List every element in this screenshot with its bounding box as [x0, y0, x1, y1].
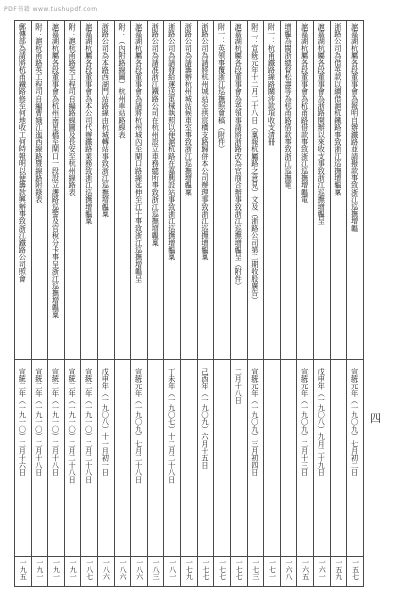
- entry-title-cell: [98, 21, 115, 360]
- entry-date-cell: [31, 359, 48, 556]
- entry-page-cell: [313, 556, 330, 586]
- entry-page-number: 一七三: [251, 558, 260, 580]
- entry-date: 宣統二年（一九一〇）二月二十八日: [68, 367, 78, 483]
- entry-page-number: 一六八: [285, 558, 294, 580]
- entry-page-cell: [264, 556, 281, 586]
- entry-page-cell: [230, 556, 247, 586]
- entry-title-cell: [347, 21, 364, 360]
- entry-date: 宣統元年（一九〇九）二月十三日: [300, 367, 310, 476]
- entry-title: 附：滬杭甬路英工程司自編曹娥江迤西線路暨線路附錄表: [34, 23, 44, 203]
- entry-title-cell: [313, 21, 330, 360]
- entry-date-cell: [48, 359, 65, 556]
- entry-date-cell: [164, 359, 181, 556]
- entry-date: 宣統二年（一九一〇）二月十八日: [51, 367, 61, 476]
- entry-page-number: 一九一: [52, 558, 61, 580]
- entry-title-cell: [230, 21, 247, 360]
- entry-title: 浙路公司為請准浙江鐵路公司在杭州設立車務總所事致浙江巡撫增韞稟: [151, 23, 161, 247]
- entry-page-number: 一九一: [69, 558, 78, 580]
- entry-date-cell: [147, 359, 164, 556]
- entry-page-cell: [347, 556, 364, 586]
- entry-page-number: 一六五: [301, 558, 310, 580]
- entry-page-cell: [15, 556, 32, 586]
- entry-title: 浙路公司為請籌辦杭州城站候車室事致浙江巡撫增韞稟: [184, 23, 194, 196]
- entry-title-cell: [181, 21, 198, 360]
- entry-date-cell: [330, 359, 347, 556]
- catalog-table: [14, 20, 364, 587]
- entry-page-number: 一八七: [85, 558, 94, 580]
- entry-page-number: 一八一: [168, 558, 177, 580]
- entry-page-cell: [181, 556, 198, 586]
- entry-page-cell: [98, 556, 115, 586]
- entry-title: 滬嘉湖杭屬各段董事會為浙路開辦以來收支事致浙江巡撫增韞呈: [317, 23, 327, 225]
- entry-title: 浙路公司為借英款以續借滬杭鐵路事致浙江巡撫增韞稟: [333, 23, 343, 196]
- entry-page-cell: [164, 556, 181, 586]
- entry-date: 宣統二年（一九一〇）二月十八日: [34, 367, 44, 476]
- entry-title: 滬嘉湖杭屬各段董事會為杭州南星橋至閘口一段設立護路巡警及官稅分卡事呈浙江巡撫增韞稟: [51, 23, 61, 319]
- entry-page-number: 一六一: [318, 558, 327, 580]
- entry-title-cell: [64, 21, 81, 360]
- entry-title-cell: [264, 21, 281, 360]
- entry-title-cell: [297, 21, 314, 360]
- entry-date-cell: [313, 359, 330, 556]
- entry-title: 滬嘉湖杭屬各段董事會為本公司代辦鐵路業務致浙江巡撫增韞稟: [84, 23, 94, 225]
- entry-title: 附：（內附路線圖）杭州車站路線表: [117, 23, 127, 139]
- entry-date-cell: [181, 359, 198, 556]
- entry-title-cell: [131, 21, 148, 360]
- entry-date: 宣統二年（一九一〇）二月十六日: [18, 367, 28, 476]
- watermark-text: PDF书籍 www.tushupdf.com: [4, 6, 98, 13]
- entry-date-cell: [280, 359, 297, 556]
- entry-title: 滬嘉湖杭屬各段董事會為報明自辦鐵路並請撥款事致浙江巡撫增韞: [350, 23, 360, 232]
- entry-page-number: 一八六: [135, 558, 144, 580]
- entry-page-number: 一九一: [35, 558, 44, 580]
- entry-date-cell: [98, 359, 115, 556]
- entry-title: 附二：宣統元年十二月二十八日（稟報杭屬路之意見）文及（浙路公司第二期收股廣告）: [250, 23, 260, 304]
- entry-page-number: 一七七: [202, 558, 210, 580]
- entry-date: 宣統元年（一九〇九）七月二十八日: [134, 367, 144, 483]
- entry-page-number: 一七一: [268, 558, 277, 580]
- entry-title: 浙路公司為本路西湖門站路線由杭城轉站事致浙江巡撫增韞稟: [101, 23, 111, 218]
- entry-title: 滬嘉湖杭屬各段董事會為請將杭州城內至閘口路線延伸至江干事致浙江巡撫增韞呈: [134, 23, 144, 283]
- entry-title-cell: [48, 21, 65, 360]
- entry-title-cell: [197, 21, 214, 360]
- entry-date-cell: [264, 359, 281, 556]
- entry-page-cell: [214, 556, 231, 586]
- entry-date: 戊申年（一九〇八）九月二十九日: [317, 367, 327, 476]
- entry-title-cell: [247, 21, 264, 360]
- entry-title: 附一：杭甬鐵路線路關涉款項收支清冊: [267, 23, 277, 146]
- entry-title-cell: [214, 21, 231, 360]
- entry-page-cell: [247, 556, 264, 586]
- entry-page-number: 一八三: [152, 558, 161, 580]
- entry-title: 滬嘉湖杭屬各段董事會為英領事請將浙路改為官商合辦事致浙江巡撫增韞呈（附件）: [234, 23, 244, 290]
- entry-date: 己酉年（一九〇九）六月十五日: [201, 367, 210, 469]
- entry-date-cell: [230, 359, 247, 556]
- entry-date-cell: [15, 359, 32, 556]
- entry-date-cell: [81, 359, 98, 556]
- entry-page-cell: [31, 556, 48, 586]
- entry-page-cell: [131, 556, 148, 586]
- entry-page-number: 一七七: [218, 558, 227, 580]
- entry-title-cell: [114, 21, 131, 360]
- entry-title: 附：滬杭甬路英工程司自編路線圖及長安至杭州線路表: [68, 23, 78, 196]
- entry-date-cell: [131, 359, 148, 556]
- entry-date: 二月十八日: [234, 367, 244, 404]
- entry-page-cell: [81, 556, 98, 586]
- entry-page-cell: [197, 556, 214, 586]
- entry-date: 宣統二年（一九一〇）二月二十八日: [84, 367, 94, 483]
- entry-title: 浙路公司為請發給運送軍械執照以便滬杭路在嘉興設站事致浙江巡撫增韞稟: [167, 23, 177, 261]
- page-row: [15, 556, 364, 586]
- entry-title-cell: [164, 21, 181, 360]
- entry-title-cell: [15, 21, 32, 360]
- entry-page-cell: [114, 556, 131, 586]
- entry-title: 浙路公司為請將杭州城站至拱宸橋支路歸併本公司辦理事致浙江巡撫增韞稟: [201, 23, 210, 261]
- entry-page-cell: [147, 556, 164, 586]
- entry-date-cell: [197, 359, 214, 556]
- entry-date-cell: [214, 359, 231, 556]
- entry-date-cell: [247, 359, 264, 556]
- entry-title-cell: [280, 21, 297, 360]
- entry-page-number: 一八六: [102, 558, 111, 580]
- entry-date: 戊申年（一九〇八）十一月初一日: [101, 367, 111, 476]
- entry-date-cell: [347, 359, 364, 556]
- entry-title: 增韞為閩浙總督松壽等為杭甬路借款事致浙江巡撫電: [284, 23, 294, 189]
- entry-page-number: 一五九: [334, 558, 343, 580]
- entry-date: 丁未年（一九〇七）十二月二十八日: [167, 367, 177, 483]
- entry-page-cell: [48, 556, 65, 586]
- entry-date-cell: [114, 359, 131, 556]
- page-number: 四: [370, 412, 381, 425]
- entry-title-cell: [31, 21, 48, 360]
- entry-page-number: 一五七: [351, 558, 360, 580]
- entry-title: 附一：英領事覆浙江巡撫照會稿（附件）: [217, 23, 227, 153]
- entry-date: 宣統元年（一九〇九）七月初二日: [350, 367, 360, 476]
- entry-page-cell: [297, 556, 314, 586]
- entry-page-cell: [280, 556, 297, 586]
- entry-page-number: 一七七: [235, 558, 244, 580]
- entry-page-cell: [64, 556, 81, 586]
- entry-date-cell: [297, 359, 314, 556]
- entry-title: 滬嘉湖杭屬各段董事會為杭甬路借款事致浙江巡撫增韞電: [300, 23, 310, 203]
- entry-title-cell: [81, 21, 98, 360]
- entry-page-number: 一七九: [185, 558, 194, 580]
- entry-title-cell: [330, 21, 347, 360]
- entry-title-cell: [147, 21, 164, 360]
- entry-page-number: 一八六: [118, 558, 127, 580]
- entry-page-cell: [330, 556, 347, 586]
- entry-title: 郵傳部為請將杭甬鐵路修至何地收工何時報明以便籌款興辦事致浙江鐵路公司照會: [18, 23, 28, 283]
- entry-date-cell: [64, 359, 81, 556]
- entry-date: 宣統元年（一九〇九）三月初四日: [250, 367, 260, 476]
- title-row: [15, 21, 364, 360]
- entry-page-number: 一九五: [19, 558, 28, 580]
- date-row: [15, 359, 364, 556]
